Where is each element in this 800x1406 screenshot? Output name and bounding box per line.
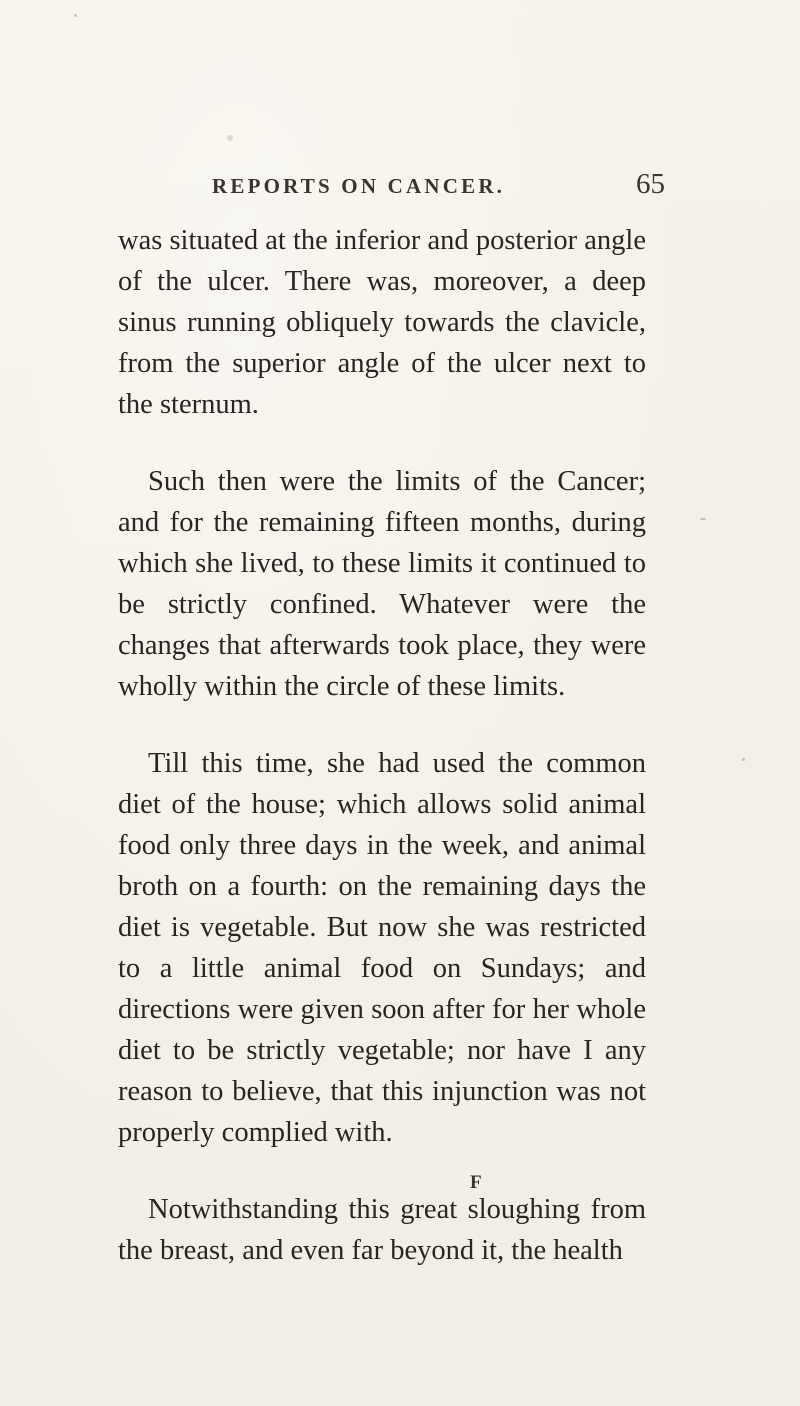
paragraph: Such then were the limits of the Cancer; and for the remaining fifteen months, during which she lived, to these limits it continued to be strictly confined. Whatever were the changes that afterwards took place, they were wholly within the circle of these limits. [118, 466, 646, 702]
page-speck [742, 758, 745, 761]
signature-mark: F [470, 1172, 482, 1193]
page-number: 65 [636, 168, 665, 200]
body-text [118, 220, 646, 1271]
running-head: REPORTS ON CANCER. [212, 174, 506, 198]
paragraph: was situated at the inferior and posterior angle of the ulcer. There was, moreover, a deep sinus running obliquely towards the clavicle, from the superior angle of the ulcer next to the sternum. [118, 225, 646, 420]
paragraph: Till this time, she had used the common diet of the house; which allows solid animal food only three days in the week, and animal broth on a fourth: on the remaining days the diet is vegetable. But now she was restricted to a little animal food on Sundays; and directions were given soon after for her whole diet to be strictly vegetable; nor have I any reason to believe, that this injunction was not properly complied with. [118, 748, 646, 1148]
paragraph-gap [118, 425, 646, 461]
page-speck [227, 135, 233, 141]
paragraph-gap [118, 707, 646, 743]
page-header [0, 168, 800, 208]
paragraph-gap [118, 1153, 646, 1189]
paragraph: Notwithstanding this great sloughing from the breast, and even far beyond it, the health [118, 1194, 646, 1266]
page-speck [700, 518, 706, 520]
page-speck [74, 14, 77, 17]
